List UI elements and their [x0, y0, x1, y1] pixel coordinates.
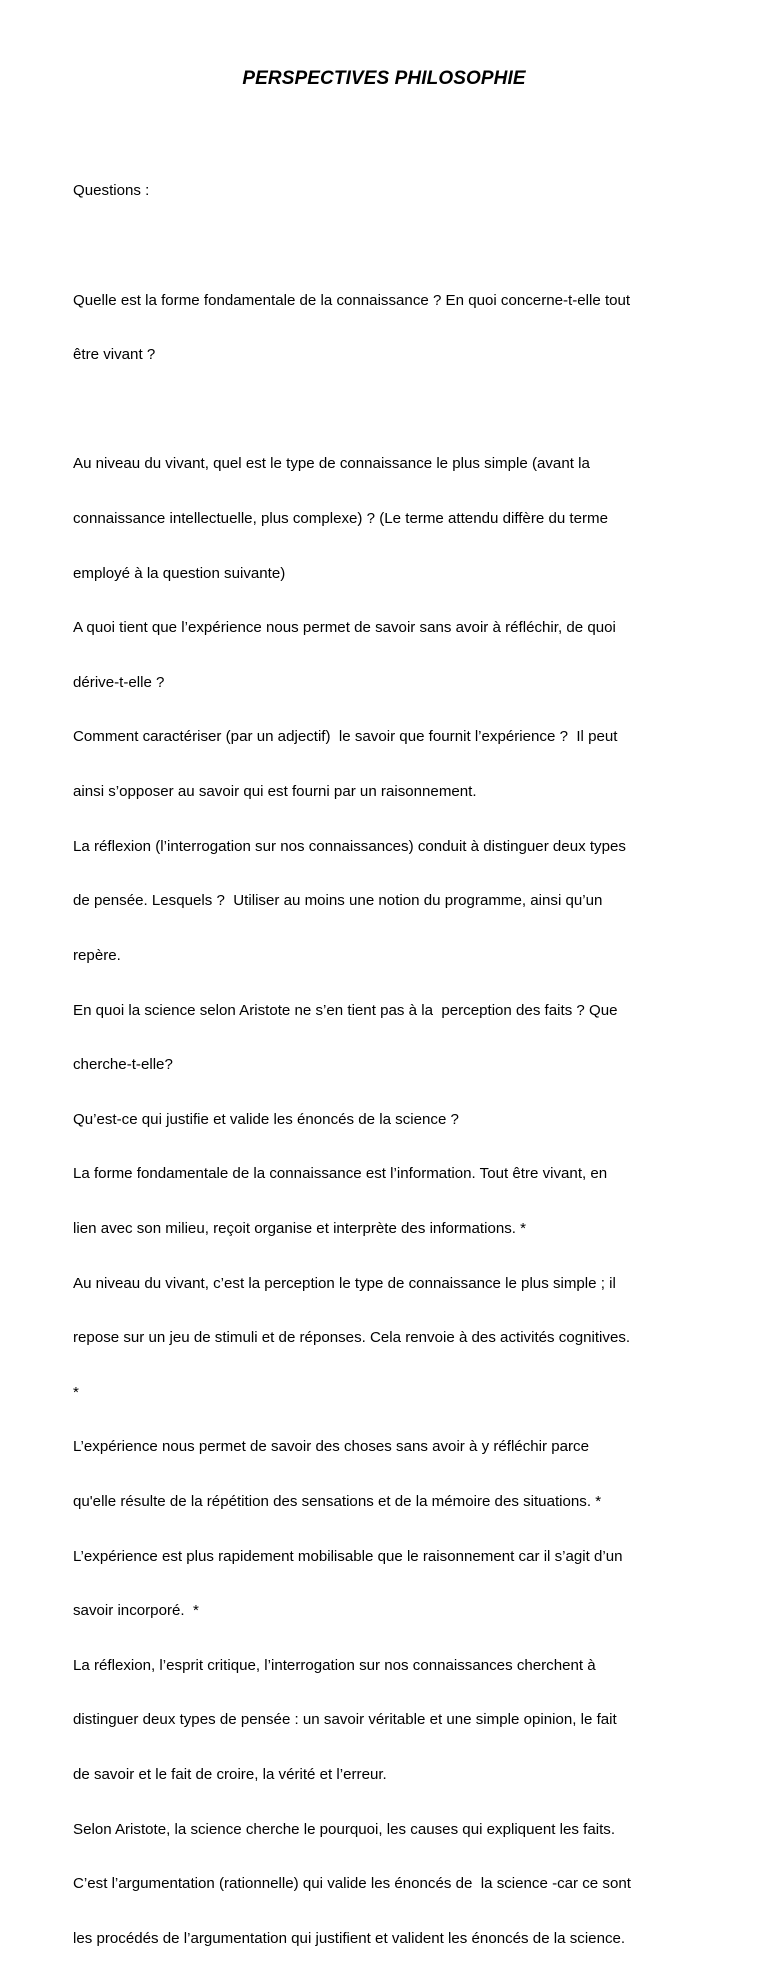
body-line: Au niveau du vivant, quel est le type de connaissance le plus simple (avant la — [73, 455, 590, 473]
body-line: de pensée. Lesquels ? Utiliser au moins une notion du programme, ainsi qu’un — [73, 892, 603, 910]
body-line: connaissance intellectuelle, plus complexe) ? (Le terme attendu diffère du terme — [73, 510, 609, 528]
body-line: employé à la question suivante) — [73, 564, 286, 582]
body-line: A quoi tient que l’expérience nous permet de savoir sans avoir à réfléchir, de quoi — [73, 619, 616, 637]
body-line: de savoir et le fait de croire, la vérité et l’erreur. — [73, 1766, 387, 1784]
body-line: La forme fondamentale de la connaissance est l’information. Tout être vivant, en — [73, 1165, 608, 1183]
body-line: La réflexion, l’esprit critique, l’interrogation sur nos connaissances cherchent à — [73, 1656, 596, 1674]
document-body — [73, 146, 713, 1984]
body-line: savoir incorporé. * — [73, 1602, 199, 1620]
body-line: dérive-t-elle ? — [73, 673, 165, 691]
body-line: lien avec son milieu, reçoit organise et interprète des informations. * — [73, 1219, 527, 1237]
body-line: * — [73, 1383, 79, 1401]
body-line: Comment caractériser (par un adjectif) le savoir que fournit l’expérience ? Il peut — [73, 728, 618, 746]
body-line: être vivant ? — [73, 346, 156, 364]
body-line: qu'elle résulte de la répétition des sensations et de la mémoire des situations. * — [73, 1493, 602, 1510]
body-line: Qu’est-ce qui justifie et valide les énoncés de la science ? — [73, 1110, 459, 1128]
body-line: repose sur un jeu de stimuli et de réponses. Cela renvoie à des activités cognitives. — [73, 1329, 631, 1347]
page-title: PERSPECTIVES PHILOSOPHIE — [242, 68, 526, 89]
body-line: C’est l’argumentation (rationnelle) qui valide les énoncés de la science -car ce sont — [73, 1875, 631, 1893]
body-line: repère. — [73, 946, 121, 964]
body-line: En quoi la science selon Aristote ne s’en tient pas à la perception des faits ? Que — [73, 1001, 618, 1019]
body-line: ainsi s’opposer au savoir qui est fourni par un raisonnement. — [73, 783, 477, 801]
blank-line — [73, 237, 713, 255]
body-line: distinguer deux types de pensée : un savoir véritable et une simple opinion, le fait — [73, 1711, 617, 1729]
blank-line — [73, 401, 713, 419]
body-line: L’expérience est plus rapidement mobilisable que le raisonnement car il s’agit d’un — [73, 1547, 623, 1565]
body-line: cherche-t-elle? — [73, 1056, 173, 1074]
body-line: Questions : — [73, 182, 150, 200]
body-line: Quelle est la forme fondamentale de la connaissance ? En quoi concerne-t-elle tout — [73, 291, 631, 309]
body-line: les procédés de l’argumentation qui justifient et valident les énoncés de la science. — [73, 1929, 626, 1947]
body-line: La réflexion (l’interrogation sur nos connaissances) conduit à distinguer deux types — [73, 837, 626, 855]
body-line: L’expérience nous permet de savoir des choses sans avoir à y réfléchir parce — [73, 1438, 589, 1456]
body-line: Au niveau du vivant, c’est la perception le type de connaissance le plus simple ; il — [73, 1274, 616, 1292]
body-line: Selon Aristote, la science cherche le pourquoi, les causes qui expliquent les faits. — [73, 1820, 616, 1838]
